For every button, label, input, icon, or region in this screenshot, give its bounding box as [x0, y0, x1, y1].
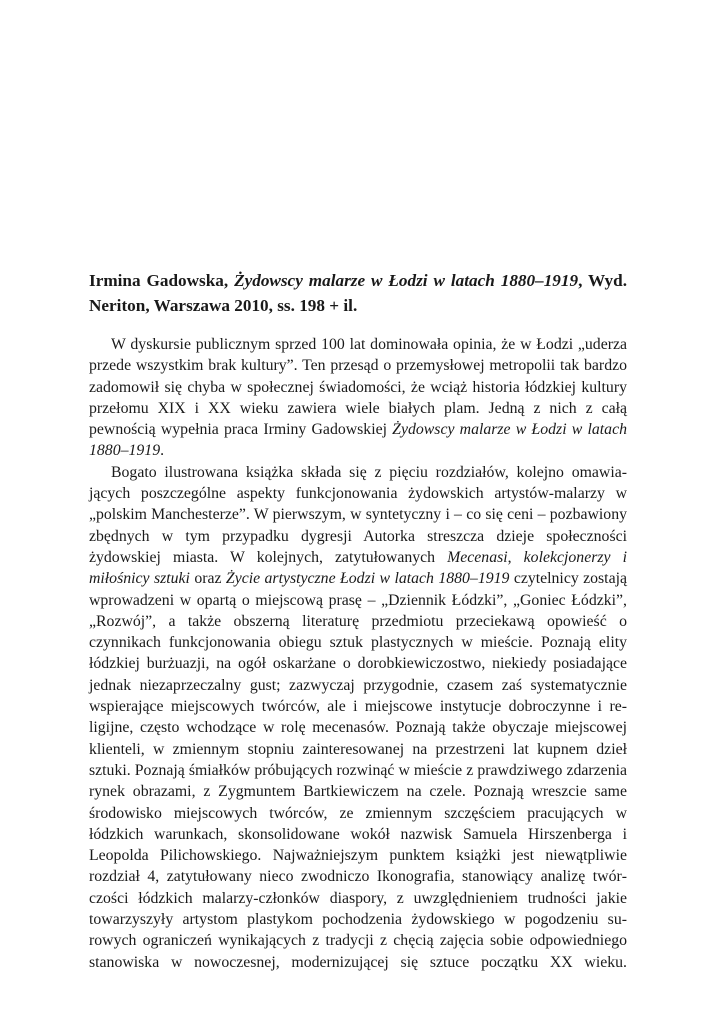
book-author: Irmina Gadowska, — [89, 271, 235, 290]
paragraph-1 — [89, 334, 627, 462]
paragraph-2 — [89, 462, 627, 973]
paragraph-2-chapter-kolekcjonerzy: kolekcjonerzy i miłośnicy sztuki — [89, 548, 627, 588]
paragraph-1-text: W dyskursie publicznym sprzed 100 lat dominowała opinia, że w Łodzi „uderza przede wszystkim brak kultury”. Ten przesąd o przemysłowej metropolii tak bardzo zadomowił się chyba w społecznej świadomości, że wciąż historia łódzkiej kultury przełomu XIX i XX wieku zawiera wiele białych plam. Jedną z nich z całą pewnością wypełnia praca Irminy Gadowskiej — [89, 336, 627, 439]
book-title: Żydowscy malarze w Łodzi w latach 1880–1919 — [234, 271, 579, 290]
book-publication-details: , Wyd. Neriton, Warszawa 2010, ss. 198 + il. — [89, 271, 627, 315]
review-heading — [89, 268, 627, 318]
paragraph-1-title-ref: Żydowscy malarze w Łodzi w latach 1880–1919 — [89, 421, 627, 460]
paragraph-2-text-b: czytelnicy zostają wprowadzeni w opartą o miejscową prasę – „Dziennik Łódzki”, „Goniec Łódzki”, „Rozwój”, a także obszerną literaturę przedmiotu przeciekawą opowieść o czynnikach funkcjonowania obiegu sztuk plastycznych w mieście. Poznają elity łódzkiej burżuazji, na ogół oskarżane o dorobkiewiczostwo, niekiedy posiadające jednak niezaprzeczalny gust; zazwyczaj przygodnie, czasem zaś systematycznie wspierające miejscowych twórców, ale i miejscowe instytucje dobroczynne i religijne, często wchodzące w rolę mecenasów. Poznają także obyczaje miejscowej klienteli, w zmiennym stopniu zainteresowanej na przestrzeni lat kupnem dzieł sztuki. Poznają śmiałków próbujących rozwinąć w mieście z prawdziwego zdarzenia rynek obrazami, z Zygmuntem Bartkiewiczem na czele. Poznają wreszcie same środowisko miejscowych twórców, ze zmiennym szczęściem pracujących w łódzkich warunkach, skonsolidowane wokół nazwisk Samuela Hirszenberga i Leopolda Pilichowskiego. Najważniejszym punktem książki jest niewątpliwie rozdział 4, zatytułowany nieco zwodniczo Ikonografia, stanowiący analizę twórczości łódzkich malarzy-członków diaspory, z uwzględnieniem trudności jakie towarzyszyły artystom plastykom pochodzenia żydowskiego w pogodzeniu surowych ograniczeń wynikających z tradycji z chęcią zajęcia sobie odpowiedniego stanowiska w nowoczesnej, modernizującej się sztuce początku XX wieku. — [89, 570, 627, 971]
paragraph-2-text-a: Bogato ilustrowana książka składa się z pięciu rozdziałów, kolejno omawiających poszczególne aspekty funkcjonowania żydowskich artystów-malarzy w „polskim Manchesterze”. W pierwszym, w syntetyczny i – co się ceni – pozbawiony zbędnych w tym przypadku dygresji Autorka streszcza dzieje społeczności żydowskiej miasta. W kolejnych, zatytułowanych — [89, 463, 627, 566]
paragraph-1-end: . — [160, 442, 165, 460]
paragraph-2-chapter-mecenasi: Mecenasi — [447, 548, 508, 566]
paragraph-2-chapter-zycie: Życie artystyczne Łodzi w latach 1880–1919 — [225, 570, 510, 588]
paragraph-2-comma: , — [507, 548, 524, 566]
review-page — [89, 268, 627, 973]
paragraph-2-oraz: oraz — [189, 570, 226, 588]
